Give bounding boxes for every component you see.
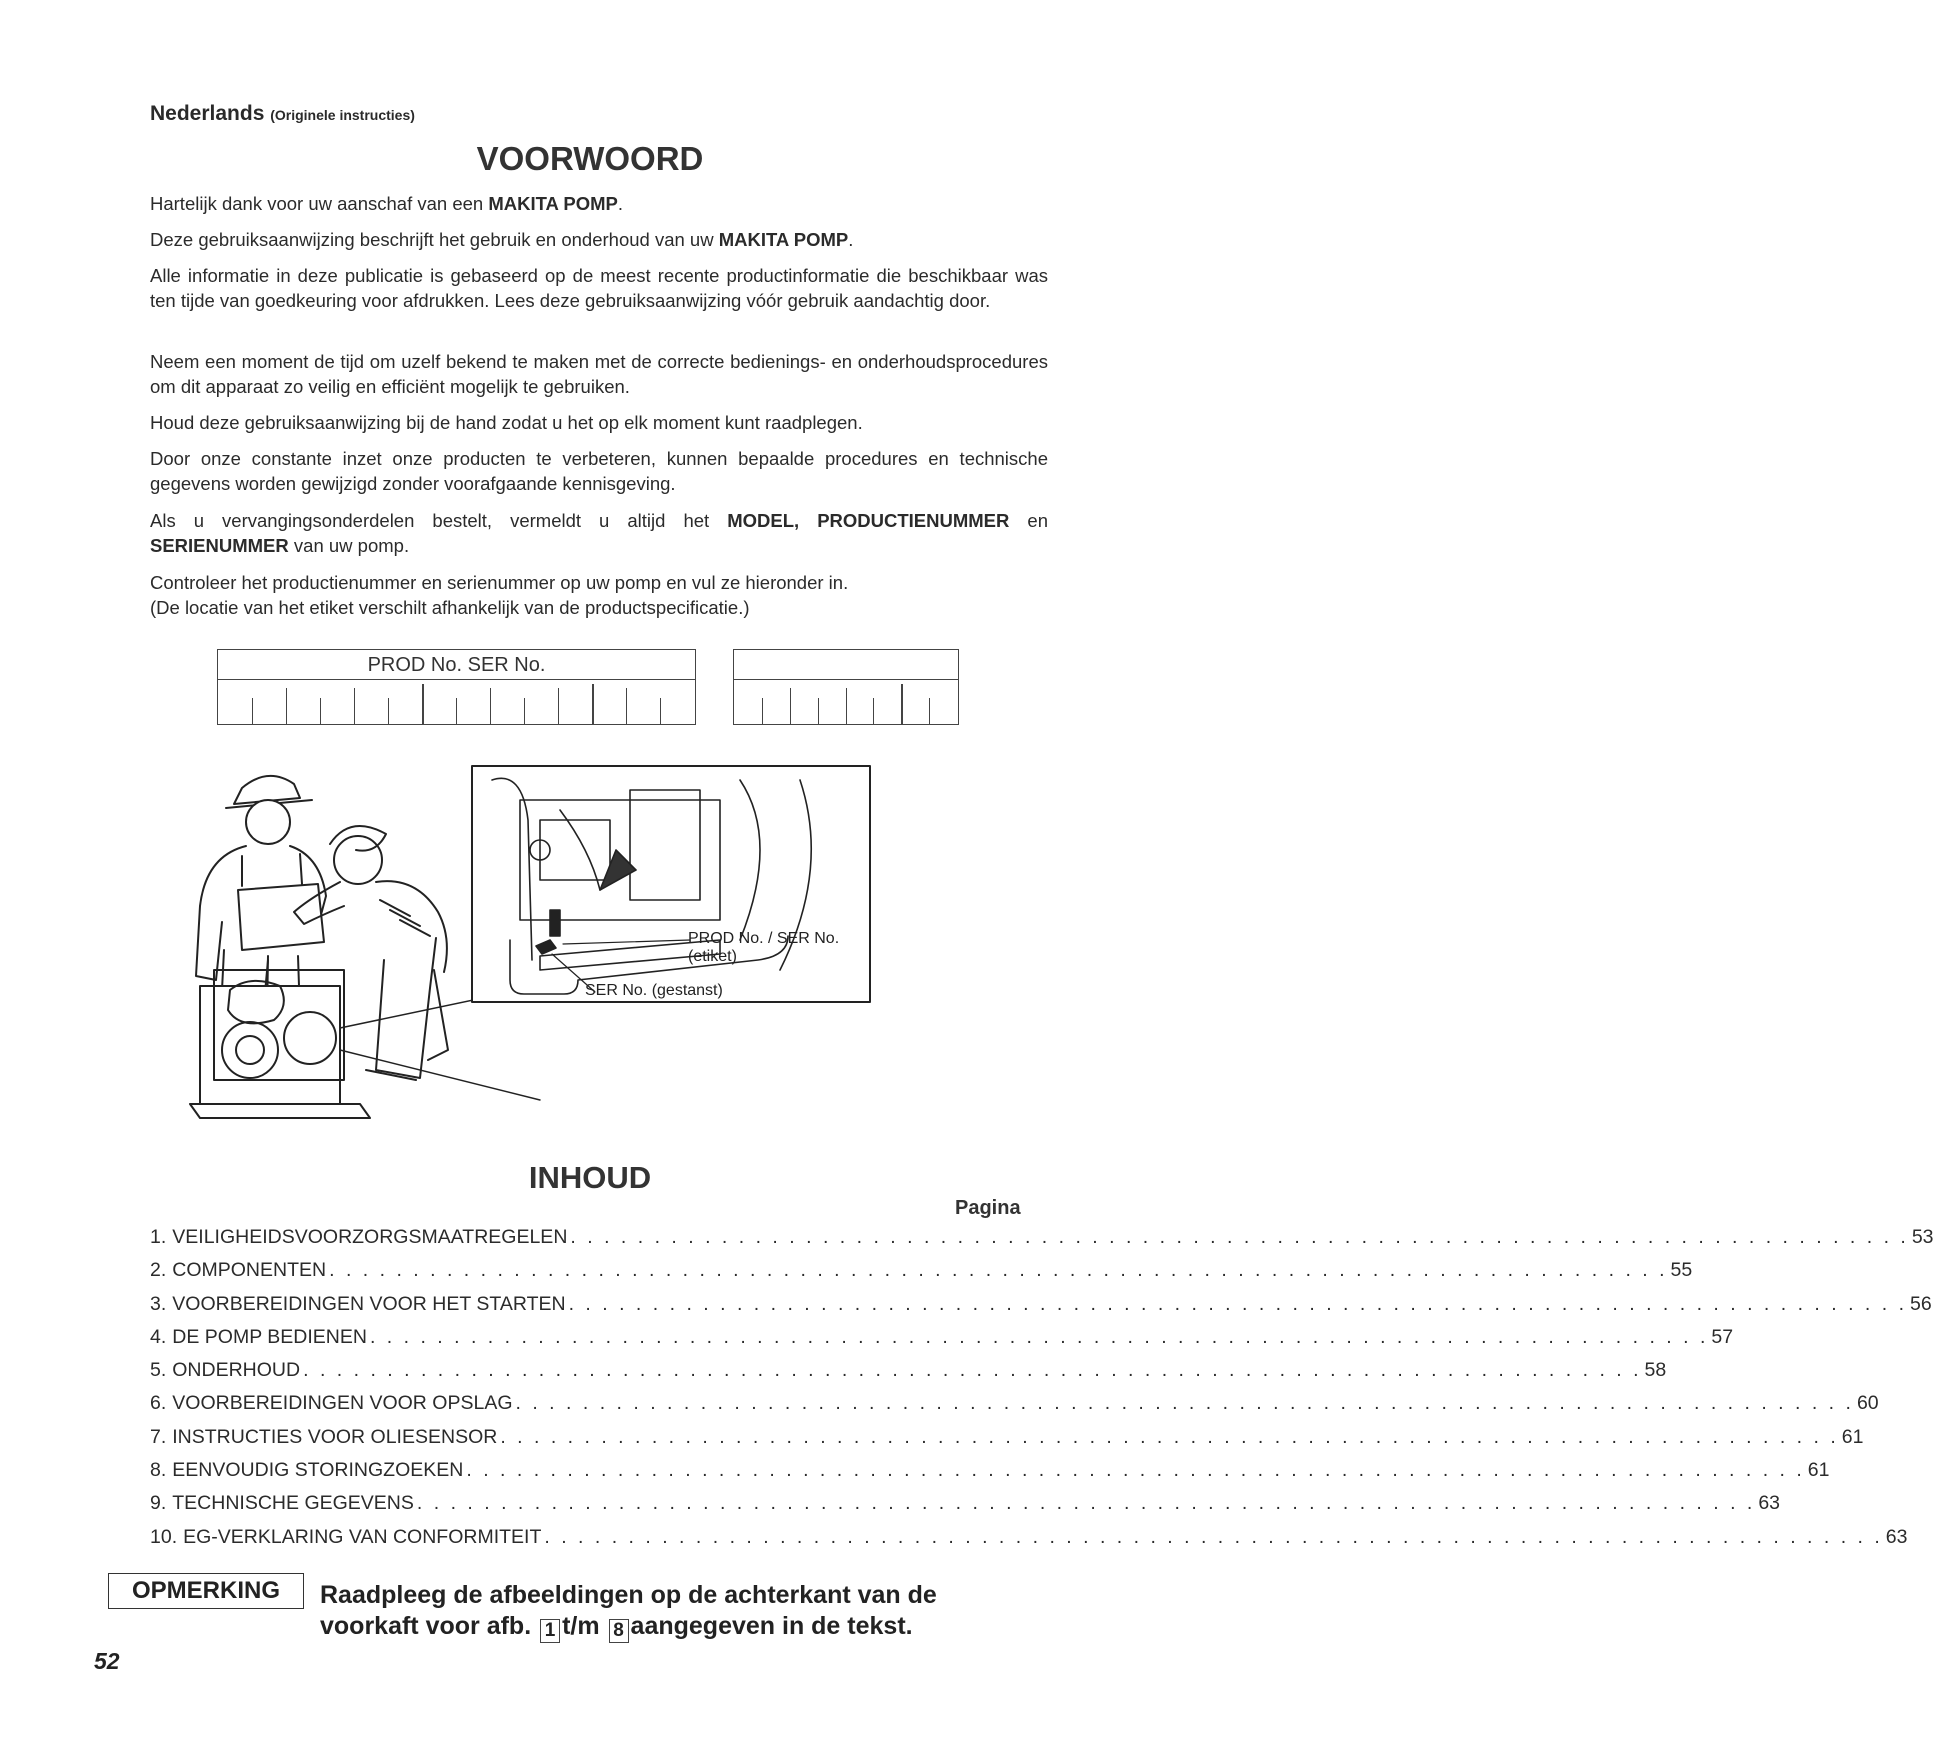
toc-item-page: 53 xyxy=(1911,1226,1934,1248)
p7-mid: en xyxy=(1009,510,1048,531)
digit-divider xyxy=(626,688,627,724)
note-line-2-mid: t/m xyxy=(562,1612,607,1640)
p2-text: Deze gebruiksaanwijzing beschrijft het gebruik en onderhoud van uw xyxy=(150,229,719,250)
extra-number-table xyxy=(733,649,959,725)
p1-end: . xyxy=(617,193,623,214)
digit-divider xyxy=(762,698,763,724)
digit-divider xyxy=(660,698,661,724)
toc-item-title: VEILIGHEIDSVOORZORGSMAATREGELEN xyxy=(172,1226,568,1248)
note-line-2-start: voorkaft voor afb. xyxy=(320,1612,539,1640)
note-text xyxy=(320,1580,1040,1643)
pump-label-location-illustration xyxy=(180,760,1000,1140)
digit-divider xyxy=(846,688,847,724)
toc-item xyxy=(150,1492,1781,1525)
toc-leader-dots: . . . . . . . . . . . . . . . . . . . . . . . . . . . . . . . . . . . . . . . . . . . . . . . . . . . . . . . . . . . . . . . . . . . . . . . . . . . . . . . . xyxy=(303,1359,1642,1382)
language-name: Nederlands xyxy=(150,102,265,125)
toc-leader-dots: . . . . . . . . . . . . . . . . . . . . . . . . . . . . . . . . . . . . . . . . . . . . . . . . . . . . . . . . . . . . . . . . . . . . . . . . . . . . . . . . xyxy=(416,1492,1756,1515)
digit-divider xyxy=(286,688,287,724)
digit-divider xyxy=(422,684,424,724)
toc-item-number: 4. xyxy=(150,1325,167,1348)
toc-item-page: 60 xyxy=(1856,1392,1879,1415)
note-line-2-end: aangegeven in de tekst. xyxy=(630,1612,913,1640)
toc-item-title: EENVOUDIG STORINGZOEKEN xyxy=(172,1459,464,1482)
note-line-1: Raadpleeg de afbeeldingen op de achterkant van de xyxy=(320,1581,937,1609)
toc-item-page: 56 xyxy=(1910,1292,1932,1315)
prod-ser-number-table xyxy=(217,649,696,725)
toc-item-title: COMPONENTEN xyxy=(172,1259,327,1282)
preface-paragraph-2 xyxy=(150,227,1048,252)
toc-item-page: 61 xyxy=(1807,1459,1830,1482)
p2-end: . xyxy=(848,229,854,250)
page-number: 52 xyxy=(94,1648,120,1674)
p1-bold: MAKITA POMP xyxy=(488,193,618,214)
preface-paragraph-7 xyxy=(150,508,1048,558)
digit-divider xyxy=(524,698,525,724)
contents-page-header: Pagina xyxy=(955,1197,1021,1219)
toc-item-title: TECHNISCHE GEGEVENS xyxy=(172,1492,414,1515)
preface-paragraph-6: Door onze constante inzet onze producten te verbeteren, kunnen bepaalde procedures en technische gegevens worden gewijzigd zonder voorafgaande kennisgeving. xyxy=(150,448,1048,494)
toc-item xyxy=(150,1392,1879,1425)
prod-ser-number-header: PROD No. SER No. xyxy=(218,650,695,680)
detail-box xyxy=(472,766,870,1002)
preface-paragraph-3: Alle informatie in deze publicatie is gebaseerd op de meest recente productinformatie die beschikbaar was ten tijde van goedkeuring voor afdrukken. Lees deze gebruiksaanwijzing vóór gebruik aandachtig door. xyxy=(150,265,1048,311)
toc-item-number: 6. xyxy=(150,1392,167,1415)
p9-text: (De locatie van het etiket verschilt afhankelijk van de productspecificatie.) xyxy=(150,597,750,618)
toc-leader-dots: . . . . . . . . . . . . . . . . . . . . . . . . . . . . . . . . . . . . . . . . . . . . . . . . . . . . . . . . . . . . . . . . . . . . . . . . . . . . . . . . xyxy=(369,1325,1709,1348)
ser-stamped-label: SER No. (gestanst) xyxy=(585,982,723,999)
toc-item-number: 8. xyxy=(150,1459,167,1482)
p2-bold: MAKITA POMP xyxy=(718,229,849,250)
toc-item-page: 58 xyxy=(1644,1359,1667,1382)
toc-item-page: 55 xyxy=(1670,1259,1693,1282)
toc-leader-dots: . . . . . . . . . . . . . . . . . . . . . . . . . . . . . . . . . . . . . . . . . . . . . . . . . . . . . . . . . . . . . . . . . . . . . . . . . . . . . . . . xyxy=(329,1259,1668,1282)
p7-bold-model: MODEL, PRODUCTIENUMMER xyxy=(727,510,1010,531)
digit-divider xyxy=(929,698,930,724)
extra-number-fields xyxy=(734,680,958,724)
toc-item xyxy=(150,1459,1830,1492)
p8-text: Controleer het productienummer en serienummer op uw pomp en vul ze hieronder in. xyxy=(150,572,849,593)
digit-divider xyxy=(901,684,903,724)
p1-text: Hartelijk dank voor uw aanschaf van een xyxy=(150,193,489,214)
toc-item xyxy=(150,1226,1934,1259)
toc-item-page: 63 xyxy=(1885,1525,1908,1548)
digit-divider xyxy=(490,688,491,724)
toc-item-number: 1. xyxy=(150,1226,167,1248)
toc-item xyxy=(150,1259,1693,1292)
toc-item-title: VOORBEREIDINGEN VOOR OPSLAG xyxy=(172,1392,513,1415)
preface-paragraph-5: Houd deze gebruiksaanwijzing bij de hand zodat u het op elk moment kunt raadplegen. xyxy=(150,412,863,433)
toc-item-page: 57 xyxy=(1711,1325,1734,1348)
preface-title: VOORWOORD xyxy=(476,140,704,177)
pump-unit-icon xyxy=(190,970,370,1118)
p7-bold-serial: SERIENUMMER xyxy=(150,535,289,556)
digit-divider xyxy=(354,688,355,724)
extra-number-header xyxy=(734,650,958,680)
digit-divider xyxy=(456,698,457,724)
prod-ser-label: PROD No. / SER No. xyxy=(688,930,840,947)
digit-divider xyxy=(558,688,559,724)
toc-leader-dots: . . . . . . . . . . . . . . . . . . . . . . . . . . . . . . . . . . . . . . . . . . . . . . . . . . . . . . . . . . . . . . . . . . . . . . . . . . . . . . . . xyxy=(515,1392,1854,1415)
figure-ref-to: 8 xyxy=(609,1619,629,1643)
table-of-contents xyxy=(150,1226,1934,1559)
toc-item-number: 7. xyxy=(150,1425,167,1448)
toc-leader-dots: . . . . . . . . . . . . . . . . . . . . . . . . . . . . . . . . . . . . . . . . . . . . . . . . . . . . . . . . . . . . . . . . . . . . . . . . . . . . . . . . xyxy=(570,1226,1909,1248)
toc-item-title: VOORBEREIDINGEN VOOR HET STARTEN xyxy=(172,1292,566,1315)
toc-item-number: 3. xyxy=(150,1292,167,1315)
toc-item-title: EG-VERKLARING VAN CONFORMITEIT xyxy=(183,1525,542,1548)
digit-divider xyxy=(818,698,819,724)
p7-end: van uw pomp. xyxy=(288,535,410,556)
language-heading xyxy=(150,102,415,126)
toc-item xyxy=(150,1292,1932,1326)
contents-title: INHOUD xyxy=(528,1160,652,1195)
digit-divider xyxy=(388,698,389,724)
digit-divider xyxy=(592,684,594,724)
toc-leader-dots: . . . . . . . . . . . . . . . . . . . . . . . . . . . . . . . . . . . . . . . . . . . . . . . . . . . . . . . . . . . . . . . . . . . . . . . . . . . . . . . . xyxy=(544,1525,1883,1548)
toc-item-number: 10. xyxy=(150,1525,178,1548)
toc-item-title: INSTRUCTIES VOOR OLIESENSOR xyxy=(172,1425,498,1448)
preface-paragraph-8 xyxy=(150,570,1048,620)
language-note: (Originele instructies) xyxy=(270,107,415,123)
toc-item xyxy=(150,1425,1864,1459)
digit-divider xyxy=(252,698,253,724)
toc-item-page: 63 xyxy=(1758,1492,1781,1515)
preface-paragraph-1 xyxy=(150,191,1048,216)
preface-paragraph-4: Neem een moment de tijd om uzelf bekend te maken met de correcte bedienings- en onderhoudsprocedures om dit apparaat zo veilig en efficiënt mogelijk te gebruiken. xyxy=(150,351,1048,397)
toc-item-title: DE POMP BEDIENEN xyxy=(172,1325,367,1348)
figure-ref-from: 1 xyxy=(540,1619,560,1643)
toc-leader-dots: . . . . . . . . . . . . . . . . . . . . . . . . . . . . . . . . . . . . . . . . . . . . . . . . . . . . . . . . . . . . . . . . . . . . . . . . . . . . . . . . xyxy=(466,1459,1805,1482)
toc-leader-dots: . . . . . . . . . . . . . . . . . . . . . . . . . . . . . . . . . . . . . . . . . . . . . . . . . . . . . . . . . . . . . . . . . . . . . . . . . . . . . . . . xyxy=(568,1292,1908,1315)
toc-item-number: 5. xyxy=(150,1359,167,1382)
toc-item-number: 2. xyxy=(150,1259,167,1282)
toc-item-page: 61 xyxy=(1841,1425,1864,1448)
toc-leader-dots: . . . . . . . . . . . . . . . . . . . . . . . . . . . . . . . . . . . . . . . . . . . . . . . . . . . . . . . . . . . . . . . . . . . . . . . . . . . . . . . . xyxy=(500,1425,1839,1448)
toc-item-title: ONDERHOUD xyxy=(172,1359,301,1382)
digit-divider xyxy=(790,688,791,724)
toc-item xyxy=(150,1325,1734,1359)
toc-item xyxy=(150,1359,1667,1392)
toc-item-number: 9. xyxy=(150,1492,167,1515)
toc-item xyxy=(150,1525,1908,1559)
prod-number-fields xyxy=(218,680,695,724)
note-label: OPMERKING xyxy=(108,1573,304,1609)
digit-divider xyxy=(873,698,874,724)
digit-divider xyxy=(320,698,321,724)
etiket-label: (etiket) xyxy=(688,948,737,965)
p7-text: Als u vervangingsonderdelen bestelt, vermeldt u altijd het xyxy=(150,510,728,531)
